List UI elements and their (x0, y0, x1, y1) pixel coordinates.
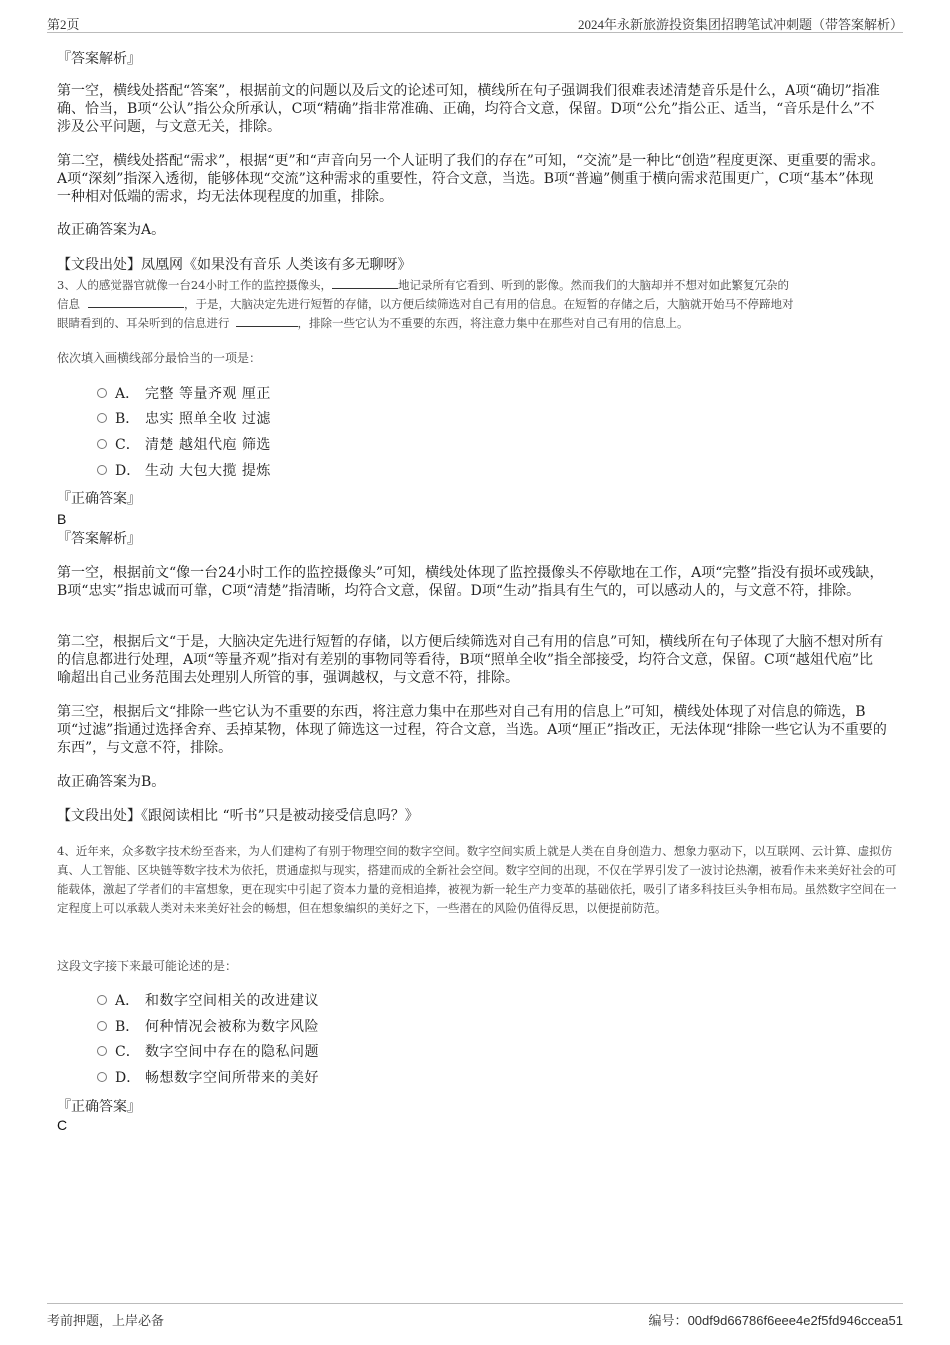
q2-conclusion: 故正确答案为A。 (57, 222, 166, 238)
q4-option-d[interactable]: D． 畅想数字空间所带来的美好 (97, 1067, 319, 1089)
q3-correct-answer: B (57, 511, 67, 527)
q4-correct-answer: C (57, 1117, 68, 1133)
document-title: 2024年永新旅游投资集团招聘笔试冲刺题（带答案解析） (577, 17, 903, 32)
radio-icon[interactable] (97, 465, 107, 475)
q3-blank-3 (236, 314, 298, 327)
q3-analysis-para-1: 第一空，根据前文“像一台24小时工作的监控摄像头”可知，横线处体现了监控摄像头不停歇地在工作，A项“完整”指没有损坏或残缺，B项“忠实”指忠诚而可靠，C项“清楚”指清晰，均符合文意，保留。D项“生动”指具有生气的，可以感动人的，与文意不符，排除。 (57, 565, 884, 599)
q2-analysis-label: 『答案解析』 (57, 51, 141, 67)
q3-option-d[interactable]: D． 生动 大包大揽 提炼 (97, 460, 271, 482)
q3-option-b[interactable]: B． 忠实 照单全收 过滤 (97, 408, 271, 430)
radio-icon[interactable] (97, 1046, 107, 1056)
q3-option-a[interactable]: A． 完整 等量齐观 厘正 (97, 383, 271, 405)
radio-icon[interactable] (97, 1021, 107, 1031)
q4-correct-label: 『正确答案』 (57, 1099, 141, 1115)
q4-option-a[interactable]: A． 和数字空间相关的改进建议 (97, 990, 319, 1012)
page-footer (47, 1303, 903, 1328)
radio-icon[interactable] (97, 439, 107, 449)
radio-icon[interactable] (97, 995, 107, 1005)
q4-question-text: 4、近年来，众多数字技术纷至沓来，为人们建构了有别于物理空间的数字空间。数字空间实质上就是人类在自身创造力、想象力驱动下，以互联网、云计算、虚拟仿真、人工智能、区块链等数字技术为依托，贯通虚拟与现实，搭建而成的全新社会空间。数字空间的出现，不仅在学界引发了一波讨论热潮，被看作未来美好社会的可能载体，激起了学者们的丰富想象，更在现实中引起了资本力量的竞相追捧，被视为新一轮生产力变革的基础依托，吸引了诸多科技巨头争相布局。虽然数字空间在一定程度上可以承载人类对未来美好社会的畅想，但在想象编织的美好之下，一些潜在的风险仍值得反思，以便提前防范。 (57, 844, 897, 915)
q2-source: 【文段出处】凤凰网《如果没有音乐 人类该有多无聊呀》 (57, 257, 412, 273)
footer-slogan: 考前押题，上岸必备 (47, 1313, 165, 1328)
q3-correct-label: 『正确答案』 (57, 491, 141, 507)
radio-icon[interactable] (97, 413, 107, 423)
q2-analysis-para-1: 第一空，横线处搭配“答案”，根据前文的问题以及后文的论述可知，横线所在句子强调我们很难表述清楚音乐是什么，A项“确切”指准确、恰当，B项“公认”指公众所承认，C项“精确”指非常准确、正确，均符合文意，保留。D项“公允”指公正、适当，“音乐是什么”不涉及公平问题，与文意无关，排除。 (57, 83, 880, 135)
page-header (47, 12, 903, 33)
q3-source: 【文段出处】《跟阅读相比 “听书”只是被动接受信息吗？》 (57, 808, 419, 824)
q3-question-text: 3、人的感觉器官就像一台24小时工作的监控摄像头， 地记录所有它看到、听到的影像。然而我们的大脑却并不想对如此繁复冗杂的 信息 ，于是，大脑决定先进行短暂的存储，以方便后续筛选对自己有用的信息。在短暂的存储之后，大脑就开始马不停蹄地对 眼睛看到的、耳朵听到的信息进行 ，排除一些它认为不重要的东西，将注意力集中在那些对自己有用的信息上。 (57, 278, 794, 330)
q3-conclusion: 故正确答案为B。 (57, 774, 166, 790)
q3-blank-2 (88, 295, 184, 308)
q2-analysis-para-2: 第二空，横线处搭配“需求”，根据“更”和“声音向另一个人证明了我们的存在”可知，“交流”是一种比“创造”程度更深、更重要的需求。A项“深刻”指深入透彻，能够体现“交流”这种需求的重要性，符合文意，当选。B项“普遍”侧重于横向需求范围更广，C项“基本”体现一种相对低端的需求，均无法体现程度的加重，排除。 (57, 153, 885, 205)
q3-analysis-label: 『答案解析』 (57, 531, 141, 547)
page-number: 第2页 (47, 17, 80, 32)
q3-prompt: 依次填入画横线部分最恰当的一项是： (57, 351, 262, 365)
q3-blank-1 (332, 276, 398, 289)
q3-option-c[interactable]: C． 清楚 越俎代庖 筛选 (97, 434, 271, 456)
q4-option-b[interactable]: B． 何种情况会被称为数字风险 (97, 1016, 319, 1038)
radio-icon[interactable] (97, 1072, 107, 1082)
q4-prompt: 这段文字接下来最可能论述的是： (57, 959, 238, 973)
document-code: 编号：00df9d66786f6eee4e2f5fd946ccea51 (648, 1313, 903, 1328)
q3-analysis-para-2: 第二空，根据后文“于是，大脑决定先进行短暂的存储，以方便后续筛选对自己有用的信息”可知，横线所在句子体现了大脑不想对所有的信息都进行处理，A项“等量齐观”指对有差别的事物同等看待，B项“照单全收”指全部接受，均符合文意，保留。C项“越俎代庖”比喻超出自己业务范围去处理别人所管的事，强调越权，与文意不符，排除。 (57, 634, 884, 686)
q4-option-c[interactable]: C． 数字空间中存在的隐私问题 (97, 1041, 319, 1063)
radio-icon[interactable] (97, 388, 107, 398)
q3-analysis-para-3: 第三空，根据后文“排除一些它认为不重要的东西，将注意力集中在那些对自己有用的信息上”可知，横线处体现了对信息的筛选，B项“过滤”指通过选择舍弃、丢掉某物，体现了筛选这一过程，符合文意，当选。A项“厘正”指改正，无法体现“排除一些它认为不重要的东西”，与文意不符，排除。 (57, 704, 887, 756)
